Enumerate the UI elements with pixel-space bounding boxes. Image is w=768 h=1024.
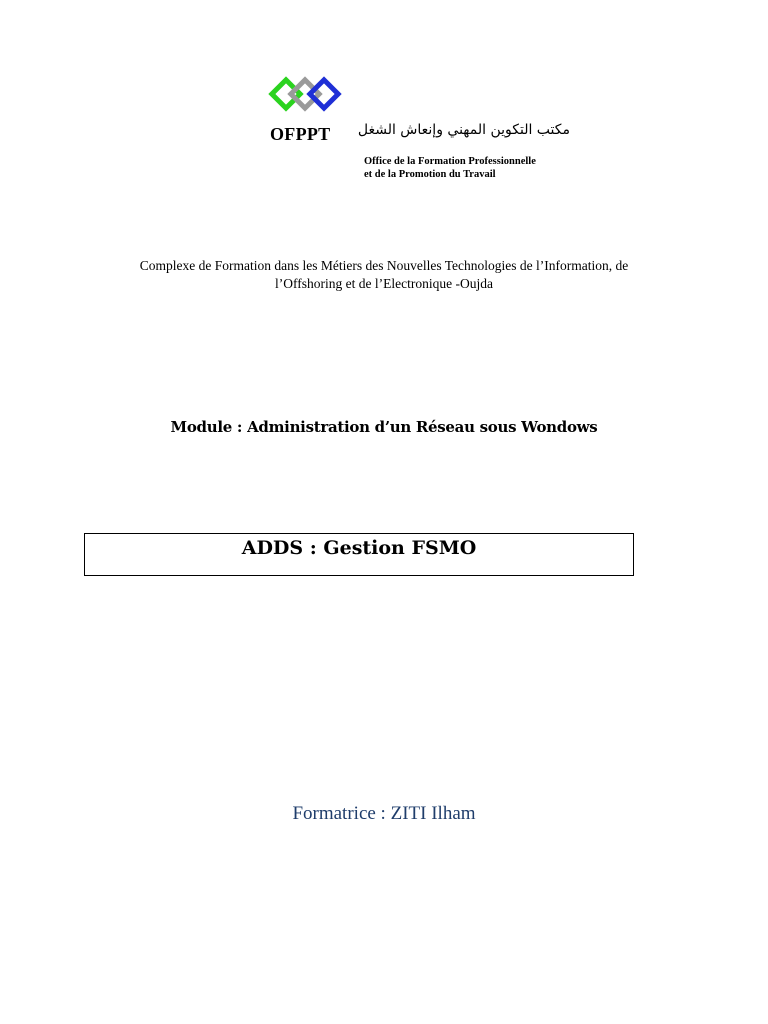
trainer-line	[0, 803, 768, 825]
org-name-line2: et de la Promotion du Travail	[364, 168, 496, 180]
org-acronym: OFPPT	[270, 124, 331, 144]
org-arabic-name: مكتب التكوين المهني وإنعاش الشغل	[357, 122, 570, 138]
logo-diamond-gray	[291, 80, 319, 108]
complex-line1: Complexe de Formation dans les Métiers des Nouvelles Technologies de l’Information, de	[139, 258, 629, 273]
training-complex	[100, 257, 668, 293]
document-title-box	[84, 533, 634, 576]
module-title: Module : Administration d’un Réseau sous Wondows	[170, 418, 598, 436]
logo-diamond-blue	[310, 80, 338, 108]
trainer-label: Formatrice :	[292, 803, 391, 824]
document-title: ADDS : Gestion FSMO	[241, 537, 477, 559]
complex-line2: l’Offshoring et de l’Electronique -Oujda	[275, 276, 493, 291]
logo-diamond-green	[272, 80, 300, 108]
trainer-name: ZITI Ilham	[390, 803, 476, 824]
org-full-name	[364, 156, 536, 181]
org-name-line1: Office de la Formation Professionnelle	[364, 156, 536, 167]
ofppt-logo	[268, 76, 344, 116]
